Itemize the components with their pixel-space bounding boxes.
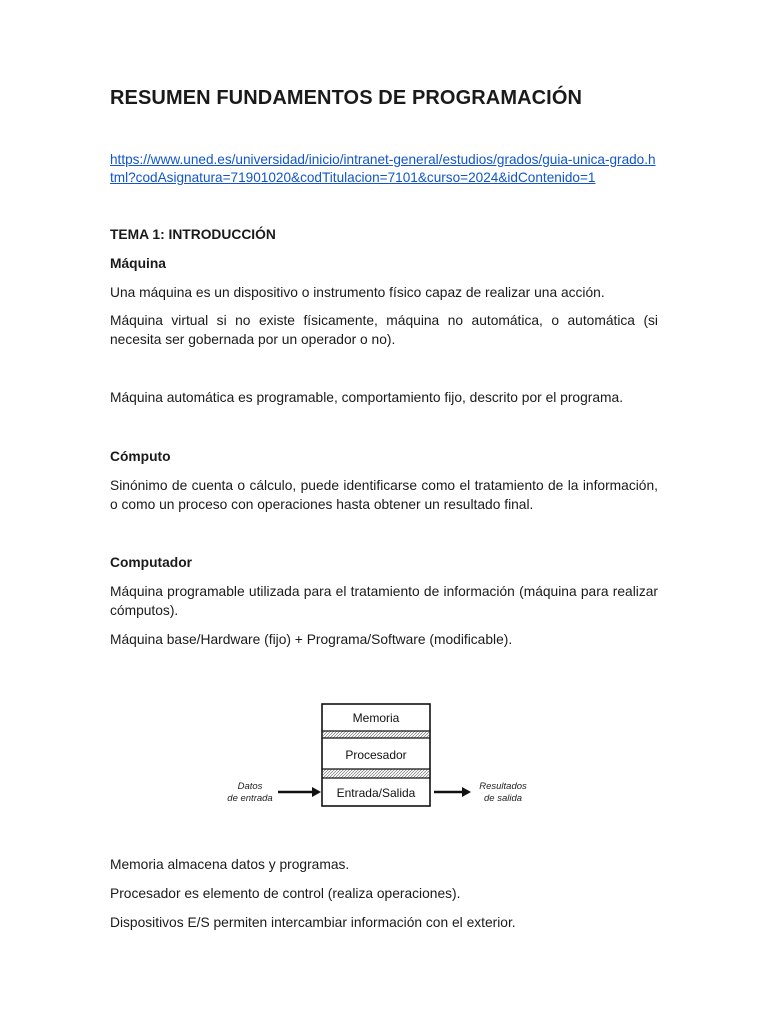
maquina-paragraph-1: Una máquina es un dispositivo o instrumento físico capaz de realizar una acción. bbox=[110, 285, 605, 300]
input-arrow-head bbox=[312, 787, 321, 797]
computador-paragraph-1: Máquina programable utilizada para el tratamiento de información (máquina para realizar cómputos). bbox=[110, 584, 658, 618]
output-label-line-1: Resultados bbox=[479, 781, 527, 792]
computador-heading: Computador bbox=[110, 555, 193, 570]
computer-architecture-diagram bbox=[110, 700, 658, 820]
maquina-heading: Máquina bbox=[110, 256, 166, 271]
maquina-paragraph-3: Máquina automática es programable, comportamiento fijo, descrito por el programa. bbox=[110, 390, 624, 405]
output-arrow-head bbox=[462, 787, 471, 797]
memoria-label: Memoria bbox=[352, 711, 400, 725]
computo-paragraph-1: Sinónimo de cuenta o cálculo, puede identificarse como el tratamiento de la información, o como un proceso con operaciones hasta obtener un resultado final. bbox=[110, 478, 658, 512]
output-label-line-2: de salida bbox=[483, 793, 523, 804]
diagram-separator-2 bbox=[323, 769, 429, 778]
tema-heading: TEMA 1: INTRODUCCIÓN bbox=[110, 227, 276, 242]
input-label-line-1: Datos bbox=[237, 781, 263, 792]
document-title: RESUMEN FUNDAMENTOS DE PROGRAMACIÓN bbox=[110, 87, 583, 109]
input-label-line-2: de entrada bbox=[227, 793, 273, 804]
after-paragraph-2: Procesador es elemento de control (realiza operaciones). bbox=[110, 886, 461, 901]
diagram-separator-1 bbox=[323, 731, 429, 738]
computo-heading: Cómputo bbox=[110, 449, 171, 464]
computador-paragraph-2: Máquina base/Hardware (fijo) + Programa/Software (modificable). bbox=[110, 632, 513, 647]
entrada-salida-label: Entrada/Salida bbox=[336, 786, 416, 800]
guide-link[interactable]: https://www.uned.es/universidad/inicio/intranet-general/estudios/grados/guia-unica-grado.html?codAsignatura=71901020&codTitulacion=7101&curso=2024&idContenido=1 bbox=[110, 152, 656, 185]
after-paragraph-1: Memoria almacena datos y programas. bbox=[110, 857, 350, 872]
procesador-label: Procesador bbox=[345, 748, 407, 762]
after-paragraph-3: Dispositivos E/S permiten intercambiar información con el exterior. bbox=[110, 915, 516, 930]
maquina-paragraph-2: Máquina virtual si no existe físicamente, máquina no automática, o automática (si necesita ser gobernada por un operador o no). bbox=[110, 313, 658, 347]
